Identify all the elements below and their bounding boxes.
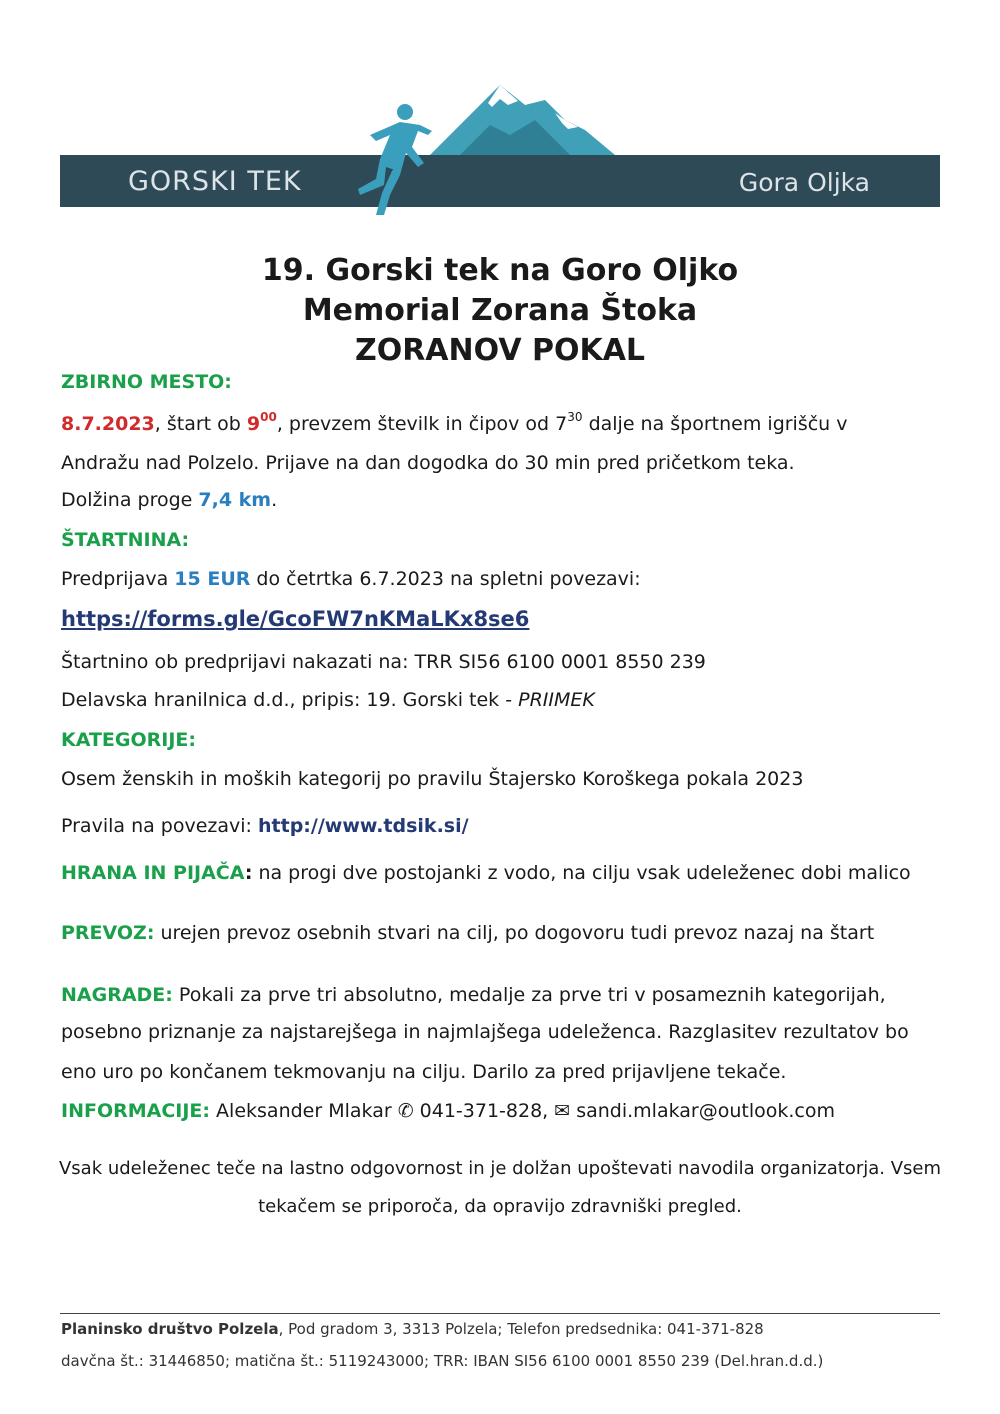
- event-date: 8.7.2023: [61, 413, 155, 435]
- prevoz-text: urejen prevoz osebnih stvari na cilj, po dogovoru tudi prevoz nazaj na štart: [154, 922, 875, 944]
- registration-link-line: [61, 607, 529, 631]
- rules-label: Pravila na povezavi:: [61, 815, 258, 837]
- zbirno-line-1: [61, 410, 848, 435]
- title-line-2: Memorial Zorana Štoka: [302, 293, 698, 328]
- nagrade-line-2: posebno priznanje za najstarejšega in najmlajšega udeleženca. Razglasitev rezultatov bo: [61, 1021, 909, 1043]
- disclaimer-line-1: Vsak udeleženec teče na lastno odgovornost in je dolžan upoštevati navodila organizatorja. Vsem: [58, 1158, 942, 1179]
- kategorije-text: Osem ženskih in moških kategorij po pravilu Štajersko Koroškega pokala 2023: [61, 768, 804, 790]
- logo-right-text: Gora Oljka: [738, 168, 870, 197]
- start-minute: 00: [260, 410, 277, 424]
- hrana-heading: HRANA IN PIJAČA: [61, 862, 245, 884]
- rules-link[interactable]: http://www.tdsik.si/: [258, 815, 469, 837]
- footer-divider: [60, 1313, 940, 1314]
- disclaimer-line-2: tekačem se priporoča, da opravijo zdravniški pregled.: [258, 1196, 742, 1217]
- mountain-runner-logo: [340, 75, 640, 225]
- mail-icon: ✉: [554, 1100, 571, 1122]
- runner-head: [397, 104, 413, 120]
- nagrade-heading: NAGRADE:: [61, 984, 173, 1006]
- nagrade-text-1: Pokali za prve tri absolutno, medalje za prve tri v posameznih kategorijah,: [172, 984, 886, 1006]
- informacije-heading: INFORMACIJE:: [61, 1100, 211, 1122]
- start-text: , štart ob: [154, 413, 247, 435]
- contact-name: Aleksander Mlakar: [210, 1100, 398, 1122]
- prevoz-heading: PREVOZ:: [61, 922, 155, 944]
- startnina-heading: ŠTARTNINA:: [61, 529, 190, 551]
- logo-left-text: GORSKI TEK: [128, 166, 302, 197]
- contact-phone: 041-371-828,: [413, 1100, 555, 1122]
- nagrade-line-1: [61, 984, 886, 1006]
- hrana-line: [61, 862, 911, 884]
- footer-org: Planinsko društvo Polzela: [61, 1320, 279, 1338]
- predprijava-line: [61, 568, 641, 590]
- bank-text: Delavska hranilnica d.d., pripis: 19. Gorski tek -: [61, 689, 519, 711]
- phone-icon: ✆: [397, 1100, 414, 1122]
- hrana-text: na progi dve postojanki z vodo, na cilju vsak udeleženec dobi malico: [252, 862, 911, 884]
- bank-line: [61, 689, 595, 711]
- footer-line-2: davčna št.: 31446850; matična št.: 5119243000; TRR: IBAN SI56 6100 0001 8550 239 (Del.hran.d.d.): [61, 1352, 824, 1370]
- title-line-3: ZORANOV POKAL: [354, 333, 646, 368]
- prevzem-minute: 30: [567, 410, 583, 424]
- footer-line-1: [61, 1320, 764, 1338]
- dolzina-line: [61, 489, 277, 511]
- registration-link[interactable]: https://forms.gle/GcoFW7nKMaLKx8se6: [61, 607, 530, 631]
- dolzina-value: 7,4 km: [198, 489, 272, 511]
- prevzem-text: , prevzem številk in čipov od 7: [276, 413, 568, 435]
- start-hour: 9: [246, 413, 261, 435]
- hrana-colon: :: [244, 862, 253, 884]
- zbirno-heading: ZBIRNO MESTO:: [61, 371, 232, 393]
- price: 15 EUR: [174, 568, 251, 590]
- footer-address: , Pod gradom 3, 3313 Polzela; Telefon predsednika: 041-371-828: [278, 1320, 764, 1338]
- kategorije-heading: KATEGORIJE:: [61, 729, 196, 751]
- bank-italic: PRIIMEK: [518, 689, 595, 711]
- nagrade-line-3: eno uro po končanem tekmovanju na cilju. Darilo za pred prijavljene tekače.: [61, 1061, 787, 1083]
- dolzina-label: Dolžina proge: [61, 489, 199, 511]
- prevoz-line: [61, 922, 874, 944]
- predprijava-label: Predprijava: [61, 568, 175, 590]
- trr-line: Štartnino ob predprijavi nakazati na: TRR SI56 6100 0001 8550 239: [61, 651, 706, 673]
- contact-email[interactable]: sandi.mlakar@outlook.com: [570, 1100, 835, 1122]
- informacije-line: [61, 1100, 835, 1122]
- zbirno-end-text: dalje na športnem igrišču v: [582, 413, 848, 435]
- predprijava-end: do četrtka 6.7.2023 na spletni povezavi:: [250, 568, 641, 590]
- title-line-1: 19. Gorski tek na Goro Oljko: [261, 253, 739, 288]
- zbirno-line-2: Andražu nad Polzelo. Prijave na dan dogodka do 30 min pred pričetkom teka.: [61, 452, 795, 474]
- dolzina-end: .: [271, 489, 278, 511]
- rules-line: [61, 815, 469, 837]
